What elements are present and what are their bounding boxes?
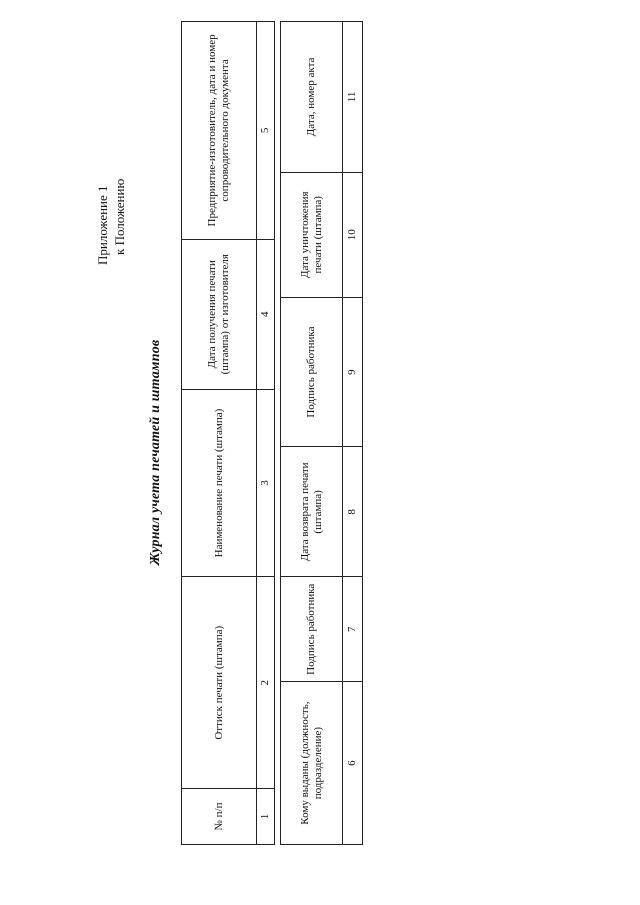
column-number-cell: 8 xyxy=(343,447,363,577)
header-cell: Дата уничтожения печати (штампа) xyxy=(281,172,343,297)
column-number-row xyxy=(257,22,275,845)
header-cell: Дата получения печати (штампа) от изготовителя xyxy=(182,239,257,389)
column-number-cell: 3 xyxy=(257,389,275,577)
column-number-cell: 5 xyxy=(257,22,275,240)
header-cell: Наименование печати (штампа) xyxy=(182,389,257,577)
header-cell: Дата возврата печати (штампа) xyxy=(281,447,343,577)
column-number-cell: 10 xyxy=(343,172,363,297)
column-number-cell: 11 xyxy=(343,22,363,173)
table-header-row xyxy=(281,22,343,845)
header-cell: Предприятие-изготовитель, дата и номер сопроводительного документа xyxy=(182,22,257,240)
column-number-cell: 9 xyxy=(343,297,363,447)
column-number-row xyxy=(343,22,363,845)
journal-title: Журнал учета печатей и штампов xyxy=(148,339,163,566)
header-cell: Оттиск печати (штампа) xyxy=(182,577,257,789)
table-header-row xyxy=(182,22,257,845)
header-cell: № п/п xyxy=(182,789,257,845)
appendix-reference: к Положению xyxy=(112,178,127,255)
column-number-cell: 1 xyxy=(257,789,275,845)
column-number-cell: 4 xyxy=(257,239,275,389)
appendix-label: Приложение 1 xyxy=(95,185,110,265)
column-number-cell: 6 xyxy=(343,682,363,845)
header-cell: Кому выданы (должность, подразделение) xyxy=(281,682,343,845)
journal-table-part-1 xyxy=(181,21,275,845)
header-cell: Дата, номер акта xyxy=(281,22,343,173)
column-number-cell: 2 xyxy=(257,577,275,789)
column-number-cell: 7 xyxy=(343,577,363,682)
journal-table-part-2 xyxy=(280,21,363,845)
header-cell: Подпись работника xyxy=(281,577,343,682)
header-cell: Подпись работника xyxy=(281,297,343,447)
